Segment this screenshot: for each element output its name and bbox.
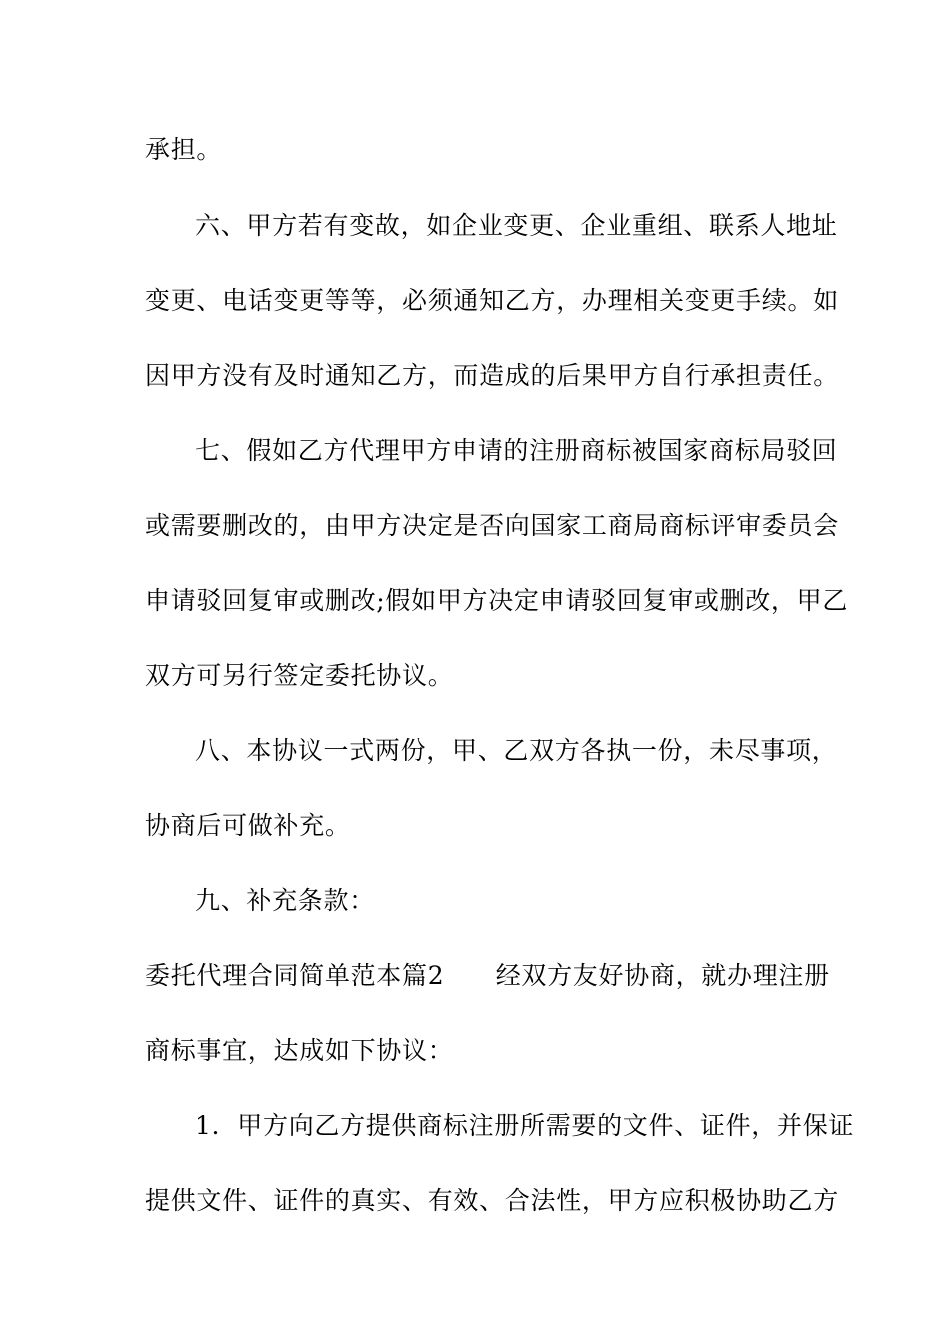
text-line: 提供文件、证件的真实、有效、合法性，甲方应积极协助乙方 bbox=[145, 1186, 839, 1215]
text-line: 商标事宜，达成如下协议： bbox=[145, 1036, 454, 1065]
clause-seven-text: 七、假如乙方代理甲方申请的注册商标被国家商标局驳回 bbox=[195, 436, 838, 465]
text-line: 双方可另行签定委托协议。 bbox=[145, 661, 454, 690]
text-line: 承担。 bbox=[145, 135, 223, 164]
clause-six-text: 六、甲方若有变故，如企业变更、企业重组、联系人地址 bbox=[195, 211, 838, 240]
clause-eight-text: 八、本协议一式两份，甲、乙双方各执一份，未尽事项， bbox=[195, 736, 838, 765]
text-line: 或需要删改的，由甲方决定是否向国家工商局商标评审委员会 bbox=[145, 511, 839, 540]
clause-one-text: 1．甲方向乙方提供商标注册所需要的文件、证件，并保证 bbox=[195, 1111, 855, 1140]
text-line: 变更、电话变更等等，必须通知乙方，办理相关变更手续。如 bbox=[145, 286, 839, 315]
section-heading-text: 委托代理合同简单范本篇2 经双方友好协商，就办理注册 bbox=[145, 961, 830, 990]
text-line: 申请驳回复审或删改;假如甲方决定申请驳回复审或删改，甲乙 bbox=[145, 586, 849, 615]
text-line: 因甲方没有及时通知乙方，而造成的后果甲方自行承担责任。 bbox=[145, 361, 839, 390]
text-line: 协商后可做补充。 bbox=[145, 811, 351, 840]
clause-nine-text: 九、补充条款： bbox=[195, 886, 375, 915]
